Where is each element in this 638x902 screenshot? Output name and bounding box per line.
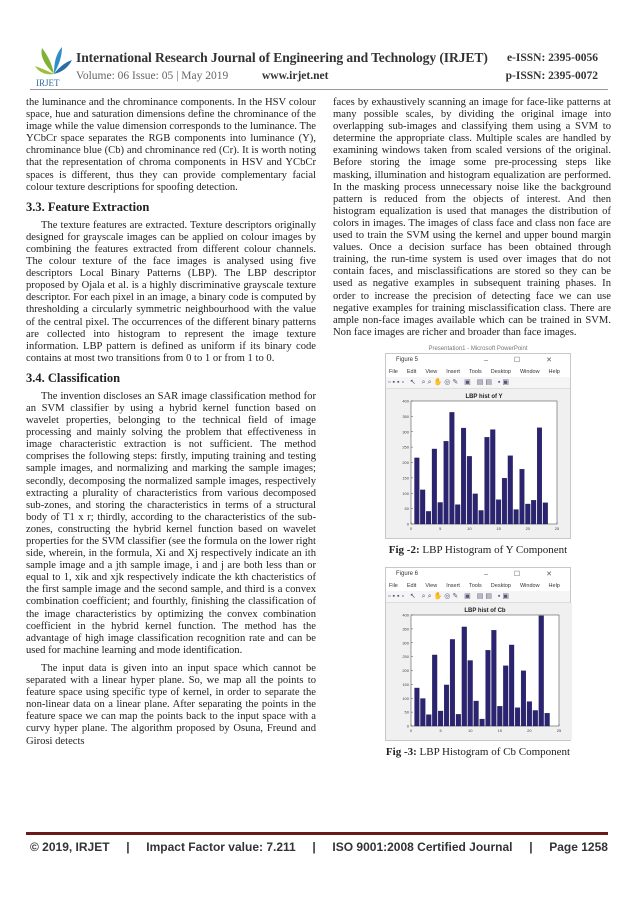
- y-tick-label: 200: [402, 459, 409, 465]
- figure-toolbar[interactable]: ▫▪▪▫ ↖ ⌕⌕✋◎✎ ▣ ▤▤ ▪▣: [386, 377, 570, 389]
- menu-file[interactable]: File: [389, 368, 398, 375]
- histogram-bar: [509, 645, 514, 726]
- menu-insert[interactable]: Insert: [446, 582, 460, 589]
- histogram-bar: [486, 650, 491, 726]
- header-divider: [30, 89, 608, 90]
- histogram-bar: [490, 429, 495, 523]
- paragraph: The texture features are extracted. Texture descriptors originally designed for grayscale images can be applied on colour images by combining the features extracted from different colour channels. The colour texture of the face images is analysed using five descriptors Local Binary Patterns (LBP). The LBP descriptor proposed by Ojala et al. is a highly discriminative grayscale texture descriptor. For each pixel in an image, a binary code is computed by thresholding a circularly symmetric neighbourhood with the value of the central pixel. The occurrences of the different binary patterns are collected into histogram to represent the image texture information. LBP pattern is defined as uniform if its binary code contains at most two transitions from 0 to 1 or from 1 to 0.: [26, 219, 316, 364]
- parent-window-title: Presentation1 - Microsoft PowerPoint: [428, 345, 528, 352]
- histogram-bar: [467, 456, 472, 524]
- caption-text: LBP Histogram of Cb Component: [416, 745, 571, 758]
- histogram-bar: [508, 456, 513, 524]
- histogram-bar: [539, 616, 544, 726]
- x-tick-label: 25: [556, 727, 562, 733]
- paragraph: The invention discloses an SAR image classification method for an SVM classifier by using a hybrid kernel function based on wavelet properties, belonging to the technical field of image processing and mainly solving the problem that effectiveness in image characteristic extraction is not sufficient. The method comprises the following steps: firstly, imputing training and testing sample images, and normalizing and marking the sample images; secondly, decomposing the normalized sample images, respectively extracting a plurality of characteristics from various decomposed sub-zones, and storing the characteristics in terms of a structural body of T1 x r; thirdly, according to the characteristics of the sub-zones, constructing the hybrid kernel function based on wavelet properties for the SVM classifier (see the formula on the lower right side, wherein, in the formula, Xi and Xj respectively indicate an ith sample image and a jth sample image, i and j are both less than or equal to 1, xik and xjk respectively indicate the kth chacteristics of the first sample image and the second sample, and third is a convex combination coefficient; and fourthly, finishing the classification of the image characteristics by optimizing the convex combination coefficient in the hybrid kernel function. The method has the advantage of high image classification recognition rate and can be used for machine learning and mode identification.: [26, 390, 316, 656]
- histogram-bar: [520, 469, 525, 524]
- copyright: © 2019, IRJET: [30, 840, 110, 854]
- x-tick-label: 5: [439, 727, 442, 733]
- irjet-logo: [34, 44, 74, 88]
- menu-help[interactable]: Help: [548, 368, 560, 375]
- y-tick-label: 350: [402, 413, 409, 419]
- histogram-bar: [503, 666, 508, 726]
- menu-view[interactable]: View: [425, 368, 438, 375]
- section-heading-feature-extraction: 3.3. Feature Extraction: [26, 199, 150, 214]
- histogram-bar: [527, 701, 532, 725]
- histogram-bar: [420, 698, 425, 725]
- left-column: [26, 97, 316, 754]
- y-tick-label: 50: [404, 506, 409, 511]
- paragraph: faces by exhaustively scanning an image for face-like patterns at many possible scales, by dividing the original image into overlapping sub-images and classifying them using a SVM to determine the appropriate class. Multiple scales are handled by examining windows taken from scaled versions of the original. Before storing the image some pre-processing steps like masking, illumination and histogram equalization are performed. In the masking process unnecessary noise like the background pattern is reduced from the objects of interest. And then histogram equalization is used that manages the distribution of colors in images. The images of class face and class non face are used to train the SVM using the kernel and upper bound margin values. Once a decision surface has been obtained through training, the run-time system is used over images that do not contain faces, and misclassifications are stored so they can be used as negative examples in subsequent training phases. In order to increase the precision of detecting face we can use negative examples for training misclassification class. There are ample non-face images available which can be trained in SVM. Non face images are richer and broader than face images.: [333, 97, 611, 338]
- figure-2: [385, 345, 571, 557]
- histogram-bar: [438, 502, 443, 524]
- histogram-bar: [485, 437, 490, 524]
- impact-factor: Impact Factor value: 7.211: [146, 840, 296, 854]
- x-tick-label: 10: [467, 525, 472, 531]
- histogram-bar: [415, 688, 420, 726]
- histogram-bar: [474, 701, 479, 726]
- paragraph: The input data is given into an input space which cannot be separated with a linear hyper plane. So, we map all the points to feature space using specific type of kernel, in order to separate the non-linear data on a linear plane. After separating the points in the feature space we can map the points back to the input space with a curvy hyper plane. The algorithm proposed by Osuna, Freund and Girosi detects: [26, 662, 316, 747]
- window-controls[interactable]: – ☐ ✕: [484, 570, 564, 578]
- caption-label: Fig -3:: [385, 745, 417, 758]
- journal-header: [0, 0, 638, 92]
- histogram-bar: [537, 428, 542, 524]
- x-tick-label: 0: [409, 525, 413, 531]
- x-tick-label: 15: [496, 525, 501, 531]
- y-tick-label: 400: [402, 398, 409, 404]
- histogram-bar: [450, 639, 455, 726]
- p-issn: p-ISSN: 2395-0072: [505, 70, 598, 82]
- menu-tools[interactable]: Tools: [468, 368, 482, 375]
- chart-lbp-cb: [386, 603, 572, 740]
- menu-file[interactable]: File: [389, 582, 398, 589]
- menu-insert[interactable]: Insert: [446, 368, 460, 375]
- histogram-bar: [514, 509, 519, 523]
- figure-caption: [365, 745, 591, 759]
- histogram-bar: [543, 503, 548, 524]
- y-tick-label: 250: [402, 444, 409, 450]
- y-tick-label: 300: [402, 429, 409, 435]
- y-tick-label: 100: [402, 695, 409, 701]
- histogram-bar: [462, 627, 467, 726]
- histogram-bar: [461, 428, 466, 524]
- histogram-bar: [432, 449, 437, 524]
- histogram-bar: [426, 714, 431, 725]
- histogram-bar: [444, 685, 449, 726]
- y-tick-label: 150: [402, 681, 409, 687]
- histogram-bar: [515, 708, 520, 726]
- chart-title: LBP hist of Cb: [464, 607, 506, 614]
- section-heading-classification: 3.4. Classification: [26, 370, 121, 385]
- histogram-bar: [492, 630, 497, 726]
- y-tick-label: 350: [402, 626, 409, 632]
- caption-text: LBP Histogram of Y Component: [419, 543, 568, 556]
- menu-tools[interactable]: Tools: [468, 582, 482, 589]
- histogram-bar: [455, 505, 460, 524]
- page-footer: [30, 840, 608, 854]
- separator: |: [126, 840, 130, 854]
- menu-window[interactable]: Window: [519, 582, 540, 589]
- page-number: Page 1258: [549, 840, 608, 854]
- separator: |: [312, 840, 316, 854]
- figure-cb-histogram: [385, 567, 571, 741]
- menu-desktop[interactable]: Desktop: [490, 368, 511, 375]
- menu-view[interactable]: View: [425, 582, 438, 589]
- y-tick-label: 0: [406, 521, 409, 527]
- footer-divider: [26, 832, 608, 835]
- histogram-bar: [444, 441, 449, 524]
- figure-window-titlebar: [386, 354, 570, 367]
- histogram-bar: [521, 671, 526, 726]
- y-tick-label: 0: [406, 723, 409, 729]
- window-controls[interactable]: – ☐ ✕: [484, 356, 564, 364]
- right-column: [333, 97, 611, 769]
- e-issn: e-ISSN: 2395-0056: [506, 52, 598, 64]
- histogram-bar: [479, 510, 484, 524]
- figure-3: [385, 567, 571, 759]
- volume-issue: Volume: 06 Issue: 05 | May 2019: [76, 70, 229, 82]
- histogram-bar: [468, 660, 473, 725]
- chart-title: LBP hist of Y: [465, 393, 503, 400]
- x-tick-label: 10: [467, 727, 473, 733]
- menu-desktop[interactable]: Desktop: [490, 582, 511, 589]
- figure-y-histogram: [385, 353, 571, 539]
- y-tick-label: 50: [404, 709, 409, 715]
- y-tick-label: 250: [402, 654, 409, 659]
- menu-window[interactable]: Window: [519, 368, 540, 375]
- separator: |: [529, 840, 533, 854]
- menu-edit[interactable]: Edit: [406, 582, 417, 589]
- x-tick-label: 0: [409, 727, 413, 733]
- x-tick-label: 5: [439, 525, 442, 531]
- figure-menubar: [386, 581, 570, 591]
- histogram-bar: [545, 713, 550, 726]
- paragraph: the luminance and the chrominance components. In the HSV colour space, hue and saturation dimensions define the chrominance of the image while the value dimension corresponds to the luminance. The YCbCr space separates the RGB components into luminance (Y), chrominance blue (Cb) and chrominance red (Cr). It is worth noting that the representation of chroma components in HSV and YCbCr spaces is different, thus they can provide complementary facial colour texture descriptions for spoofing detection.: [26, 97, 316, 193]
- iso-certification: ISO 9001:2008 Certified Journal: [332, 840, 513, 854]
- histogram-bar: [473, 494, 478, 524]
- y-tick-label: 150: [402, 475, 409, 481]
- histogram-bar: [456, 714, 461, 726]
- histogram-bar: [480, 719, 485, 726]
- histogram-bar: [415, 458, 420, 524]
- histogram-bar: [497, 706, 502, 726]
- journal-title: International Research Journal of Engineering and Technology (IRJET): [76, 50, 488, 65]
- journal-website[interactable]: www.irjet.net: [262, 70, 329, 82]
- histogram-bar: [531, 500, 536, 524]
- histogram-bar: [502, 478, 507, 524]
- x-tick-label: 15: [497, 727, 503, 733]
- figure-window-titlebar: [386, 568, 570, 581]
- menu-edit[interactable]: Edit: [406, 368, 417, 375]
- figure-window-title: Figure 6: [396, 570, 419, 577]
- figure-menubar: [386, 367, 570, 377]
- figure-caption: [365, 543, 591, 557]
- histogram-bar: [525, 504, 530, 524]
- y-tick-label: 300: [402, 640, 409, 646]
- y-tick-label: 100: [402, 490, 409, 496]
- histogram-bar: [496, 500, 501, 524]
- histogram-bar: [438, 711, 443, 726]
- y-tick-label: 200: [402, 667, 409, 673]
- y-tick-label: 400: [402, 612, 409, 618]
- histogram-bar: [450, 412, 455, 524]
- figure-window-title: Figure 5: [396, 356, 419, 363]
- x-tick-label: 20: [527, 727, 532, 733]
- x-tick-label: 25: [554, 525, 560, 531]
- chart-lbp-y: [386, 389, 570, 538]
- histogram-bar: [420, 490, 425, 524]
- svg-text:IRJET: IRJET: [36, 78, 60, 88]
- histogram-bar: [426, 511, 431, 524]
- histogram-bar: [432, 655, 437, 726]
- figure-toolbar[interactable]: ▫▪▪▫ ↖ ⌕⌕✋◎✎ ▣ ▤▤ ▪▣: [386, 591, 570, 603]
- caption-label: Fig -2:: [388, 543, 420, 556]
- histogram-bar: [533, 710, 538, 726]
- menu-help[interactable]: Help: [548, 582, 560, 589]
- x-tick-label: 20: [525, 525, 531, 531]
